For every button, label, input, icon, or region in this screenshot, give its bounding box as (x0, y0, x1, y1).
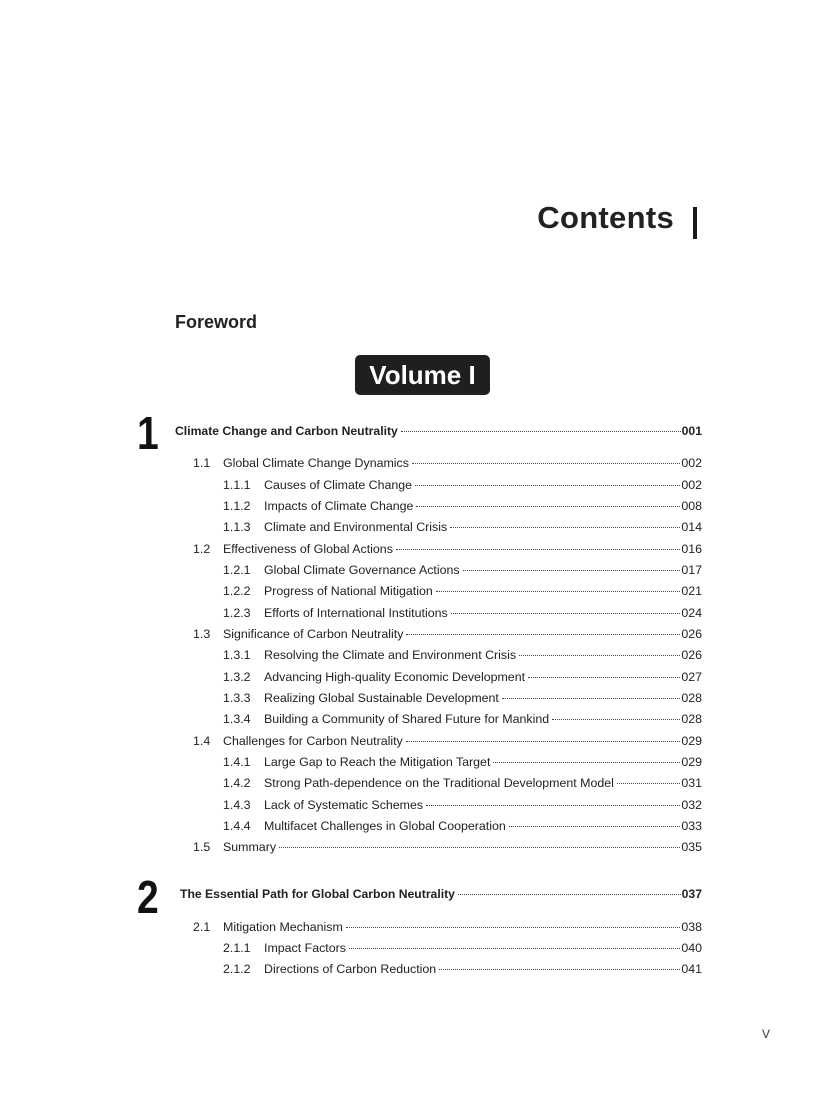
toc-chapter-title: Climate Change and Carbon Neutrality (175, 424, 398, 438)
chapter-number: 1 (137, 407, 159, 459)
toc-subsection-row[interactable] (223, 606, 702, 622)
toc-entry-number: 1.1.1 (223, 478, 251, 492)
dot-leader (406, 634, 680, 635)
toc-entry-title: Large Gap to Reach the Mitigation Target (264, 755, 491, 769)
toc-subsection-row[interactable] (223, 520, 702, 536)
toc-page-number: 040 (681, 941, 702, 955)
toc-page-number: 033 (681, 819, 702, 833)
chapter-number: 2 (137, 871, 159, 923)
toc-section-row[interactable] (193, 542, 702, 558)
toc-entry-number: 1.3.2 (223, 670, 251, 684)
toc-entry-number: 1.2 (193, 542, 211, 556)
toc-entry-number: 1.3.1 (223, 648, 251, 662)
toc-page-number: 001 (681, 424, 702, 438)
dot-leader (617, 783, 680, 784)
toc-section-row[interactable] (193, 456, 702, 472)
toc-entry-number: 1.1.3 (223, 520, 251, 534)
toc-entry-title: Efforts of International Institutions (264, 606, 448, 620)
foreword-heading: Foreword (175, 312, 258, 332)
toc-entry-title: Directions of Carbon Reduction (264, 962, 437, 976)
toc-entry-number: 1.2.1 (223, 563, 251, 577)
dot-leader (396, 549, 680, 550)
toc-page-number: 041 (681, 962, 702, 976)
dot-leader (439, 969, 680, 970)
toc-page-number: 016 (681, 542, 702, 556)
toc-page-number: 027 (681, 670, 702, 684)
toc-entry-title: Significance of Carbon Neutrality (223, 627, 404, 641)
dot-leader (451, 613, 681, 614)
toc-page-number: 028 (681, 691, 702, 705)
toc-entry-number: 2.1.2 (223, 962, 251, 976)
toc-entry-number: 1.1.2 (223, 499, 251, 513)
toc-entry-title: Challenges for Carbon Neutrality (223, 734, 403, 748)
dot-leader (415, 485, 680, 486)
toc-subsection-row[interactable] (223, 584, 702, 600)
dot-leader (463, 570, 681, 571)
toc-entry-number: 1.4.3 (223, 798, 251, 812)
toc-subsection-row[interactable] (223, 478, 702, 494)
toc-entry-title: Global Climate Governance Actions (264, 563, 460, 577)
dot-leader (552, 719, 680, 720)
toc-subsection-row[interactable] (223, 798, 702, 814)
toc-subsection-row[interactable] (223, 776, 702, 792)
toc-page-number: 017 (681, 563, 702, 577)
toc-subsection-row[interactable] (223, 499, 702, 515)
toc-subsection-row[interactable] (223, 941, 702, 957)
toc-page-number: 026 (681, 627, 702, 641)
dot-leader (412, 463, 680, 464)
toc-entry-number: 2.1 (193, 920, 211, 934)
dot-leader (416, 506, 680, 507)
toc-page-number: 029 (681, 755, 702, 769)
dot-leader (406, 741, 681, 742)
toc-entry-title: Effectiveness of Global Actions (223, 542, 393, 556)
toc-subsection-row[interactable] (223, 691, 702, 707)
toc-page-number: 014 (681, 520, 702, 534)
toc-page-number: 037 (681, 887, 702, 901)
title-accent-bar (693, 207, 697, 239)
toc-subsection-row[interactable] (223, 563, 702, 579)
dot-leader (436, 591, 681, 592)
toc-entry-title: Strong Path-dependence on the Traditional Development Model (264, 776, 614, 790)
toc-subsection-row[interactable] (223, 819, 702, 835)
page-number: V (762, 1027, 771, 1041)
toc-entry-title: Multifacet Challenges in Global Cooperation (264, 819, 506, 833)
toc-page-number: 024 (681, 606, 702, 620)
toc-entry-title: Building a Community of Shared Future for Mankind (264, 712, 550, 726)
toc-subsection-row[interactable] (223, 755, 702, 771)
dot-leader (502, 698, 680, 699)
toc-entry-title: Global Climate Change Dynamics (223, 456, 409, 470)
dot-leader (528, 677, 680, 678)
toc-entry-title: Impact Factors (264, 941, 346, 955)
toc-entry-number: 1.3.3 (223, 691, 251, 705)
toc-entry-number: 1.4.4 (223, 819, 251, 833)
toc-entry-title: Summary (223, 840, 277, 854)
dot-leader (458, 894, 681, 895)
dot-leader (279, 847, 680, 848)
toc-section-row[interactable] (193, 840, 702, 856)
toc-page-number: 028 (681, 712, 702, 726)
dot-leader (509, 826, 681, 827)
dot-leader (450, 527, 680, 528)
toc-section-row[interactable] (193, 627, 702, 643)
dot-leader (401, 431, 681, 432)
toc-entry-number: 1.2.2 (223, 584, 251, 598)
toc-entry-title: Resolving the Climate and Environment Crisis (264, 648, 517, 662)
dot-leader (346, 927, 680, 928)
toc-page-number: 008 (681, 499, 702, 513)
toc-page-number: 031 (681, 776, 702, 790)
volume-badge (355, 355, 490, 395)
toc-page-number: 002 (681, 478, 702, 492)
toc-entry-title: Causes of Climate Change (264, 478, 413, 492)
toc-subsection-row[interactable] (223, 670, 702, 686)
toc-entry-number: 1.4.1 (223, 755, 251, 769)
toc-subsection-row[interactable] (223, 962, 702, 978)
toc-chapter-row[interactable] (175, 424, 702, 440)
toc-entry-number: 1.5 (193, 840, 211, 854)
dot-leader (493, 762, 680, 763)
toc-entry-number: 1.3 (193, 627, 211, 641)
toc-chapter-row[interactable] (180, 887, 702, 903)
toc-entry-number: 2.1.1 (223, 941, 251, 955)
toc-section-row[interactable] (193, 734, 702, 750)
toc-entry-title: Mitigation Mechanism (223, 920, 343, 934)
toc-entry-title: Climate and Environmental Crisis (264, 520, 448, 534)
toc-page-number: 002 (681, 456, 702, 470)
toc-entry-number: 1.4.2 (223, 776, 251, 790)
volume-label: Volume I (369, 359, 476, 390)
toc-entry-number: 1.4 (193, 734, 211, 748)
toc-entry-title: Impacts of Climate Change (264, 499, 414, 513)
toc-entry-title: Lack of Systematic Schemes (264, 798, 424, 812)
toc-entry-number: 1.1 (193, 456, 211, 470)
toc-page-number: 032 (681, 798, 702, 812)
dot-leader (426, 805, 680, 806)
toc-subsection-row[interactable] (223, 712, 702, 728)
toc-section-row[interactable] (193, 920, 702, 936)
toc-subsection-row[interactable] (223, 648, 702, 664)
toc-chapter-title: The Essential Path for Global Carbon Neutrality (180, 887, 455, 901)
dot-leader (519, 655, 680, 656)
toc-entry-number: 1.2.3 (223, 606, 251, 620)
toc-entry-title: Progress of National Mitigation (264, 584, 433, 598)
toc-page-number: 038 (681, 920, 702, 934)
toc-page-number: 029 (681, 734, 702, 748)
dot-leader (349, 948, 680, 949)
toc-page-number: 026 (681, 648, 702, 662)
page-title: Contents (537, 200, 674, 235)
toc-page-number: 021 (681, 584, 702, 598)
toc-entry-number: 1.3.4 (223, 712, 251, 726)
toc-page-number: 035 (681, 840, 702, 854)
toc-entry-title: Realizing Global Sustainable Development (264, 691, 499, 705)
toc-entry-title: Advancing High-quality Economic Development (264, 670, 526, 684)
